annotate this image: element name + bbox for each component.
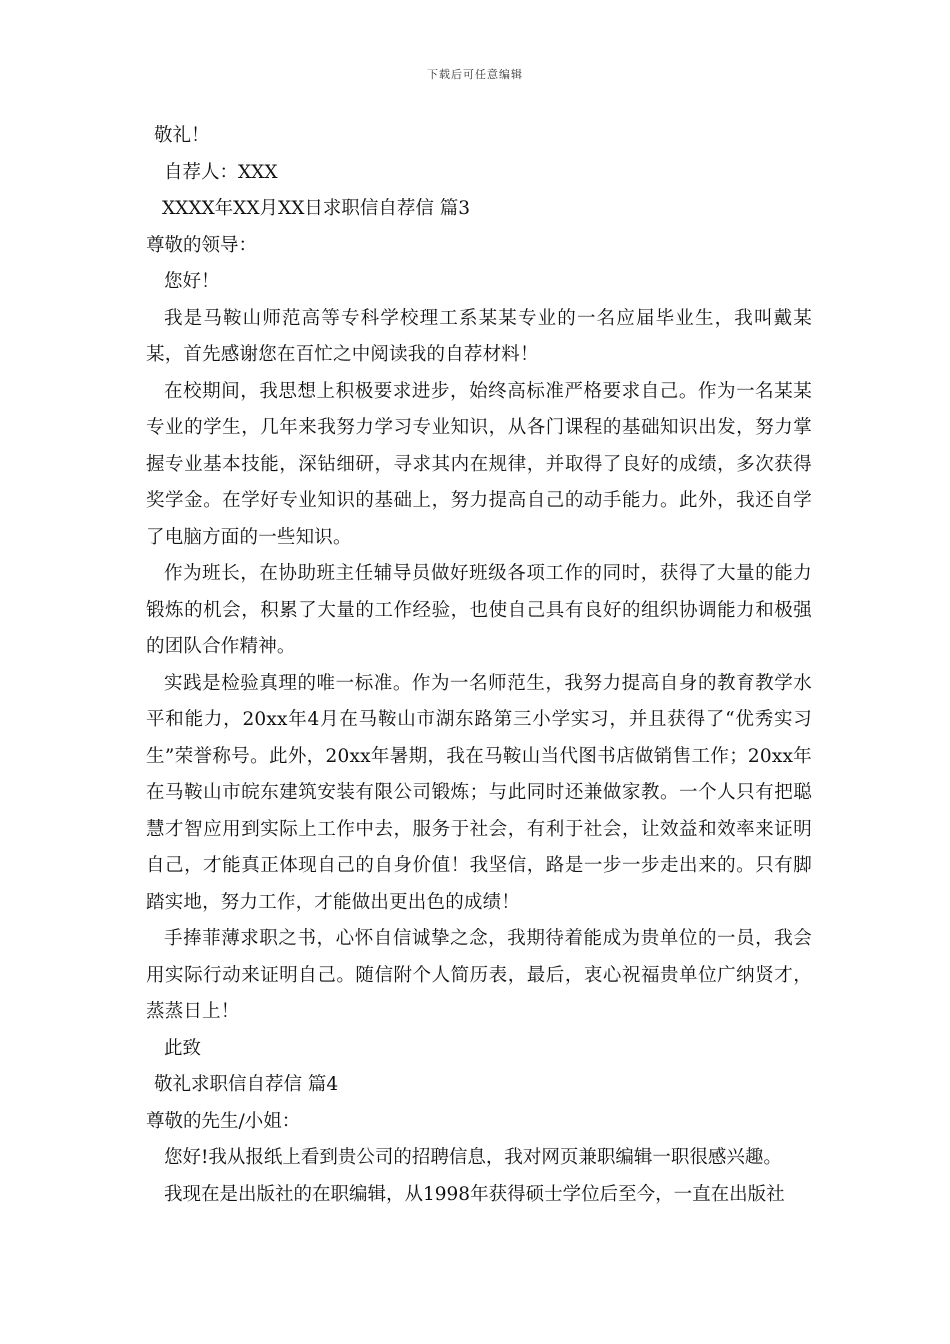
closing-salute: 敬礼！ — [154, 125, 210, 146]
ci-zhi: 此致 — [164, 1037, 202, 1059]
paragraph-intro: 我是马鞍山师范高等专科学校理工系某某专业的一名应届毕业生，我叫戴某某，首先感谢您在百忙之中阅读我的自荐材料！ — [146, 307, 812, 365]
paragraph-editor: 我现在是出版社的在职编辑，从1998年获得硕士学位后至今，一直在出版社 — [164, 1183, 785, 1205]
paragraph-practice: 实践是检验真理的唯一标准。作为一名师范生，我努力提高自身的教育教学水平和能力，20xx年4月在马鞍山市湖东路第三小学实习，并且获得了“优秀实习生”荣誉称号。此外，20xx年暑期，我在马鞍山当代图书店做销售工作；20xx年在马鞍山市皖东建筑安装有限公司锻炼；与此同时还兼做家教。一个人只有把聪慧才智应用到实际上工作中去，服务于社会，有利于社会，让效益和效率来证明自己，才能真正体现自己的自身价值！我坚信，路是一步一步走出来的。只有脚踏实地，努力工作，才能做出更出色的成绩！ — [146, 672, 812, 913]
header-note: 下载后可任意编辑 — [427, 68, 523, 81]
paragraph-hello-4: 您好!我从报纸上看到贵公司的招聘信息，我对网页兼职编辑一职很感兴趣。 — [164, 1147, 782, 1168]
paragraph-closing: 手捧菲薄求职之书，心怀自信诚挚之念，我期待着能成为贵单位的一员，我会用实际行动来证明自己。随信附个人简历表，最后，衷心祝福贵单位广纳贤才，蒸蒸日上！ — [146, 928, 812, 1022]
paragraph-monitor: 作为班长，在协助班主任辅导员做好班级各项工作的同时，获得了大量的能力锻炼的机会，积累了大量的工作经验，也使自己具有良好的组织协调能力和极强的团队合作精神。 — [146, 563, 812, 657]
signer-line: 自荐人：XXX — [164, 161, 278, 183]
section-title-3: XXXX年XX月XX日求职信自荐信 篇3 — [162, 198, 471, 219]
greeting-4: 尊敬的先生/小姐： — [146, 1110, 301, 1132]
greeting-3: 尊敬的领导： — [146, 234, 258, 256]
document-body — [146, 118, 812, 1213]
section-title-4: 敬礼求职信自荐信 篇4 — [154, 1074, 339, 1095]
paragraph-study: 在校期间，我思想上积极要求进步，始终高标准严格要求自己。作为一名某某专业的学生，几年来我努力学习专业知识，从各门课程的基础知识出发，努力掌握专业基本技能，深钻细研，寻求其内在规律，并取得了良好的成绩，多次获得奖学金。在学好专业知识的基础上，努力提高自己的动手能力。此外，我还自学了电脑方面的一些知识。 — [146, 380, 812, 548]
hello-3: 您好！ — [164, 271, 220, 292]
